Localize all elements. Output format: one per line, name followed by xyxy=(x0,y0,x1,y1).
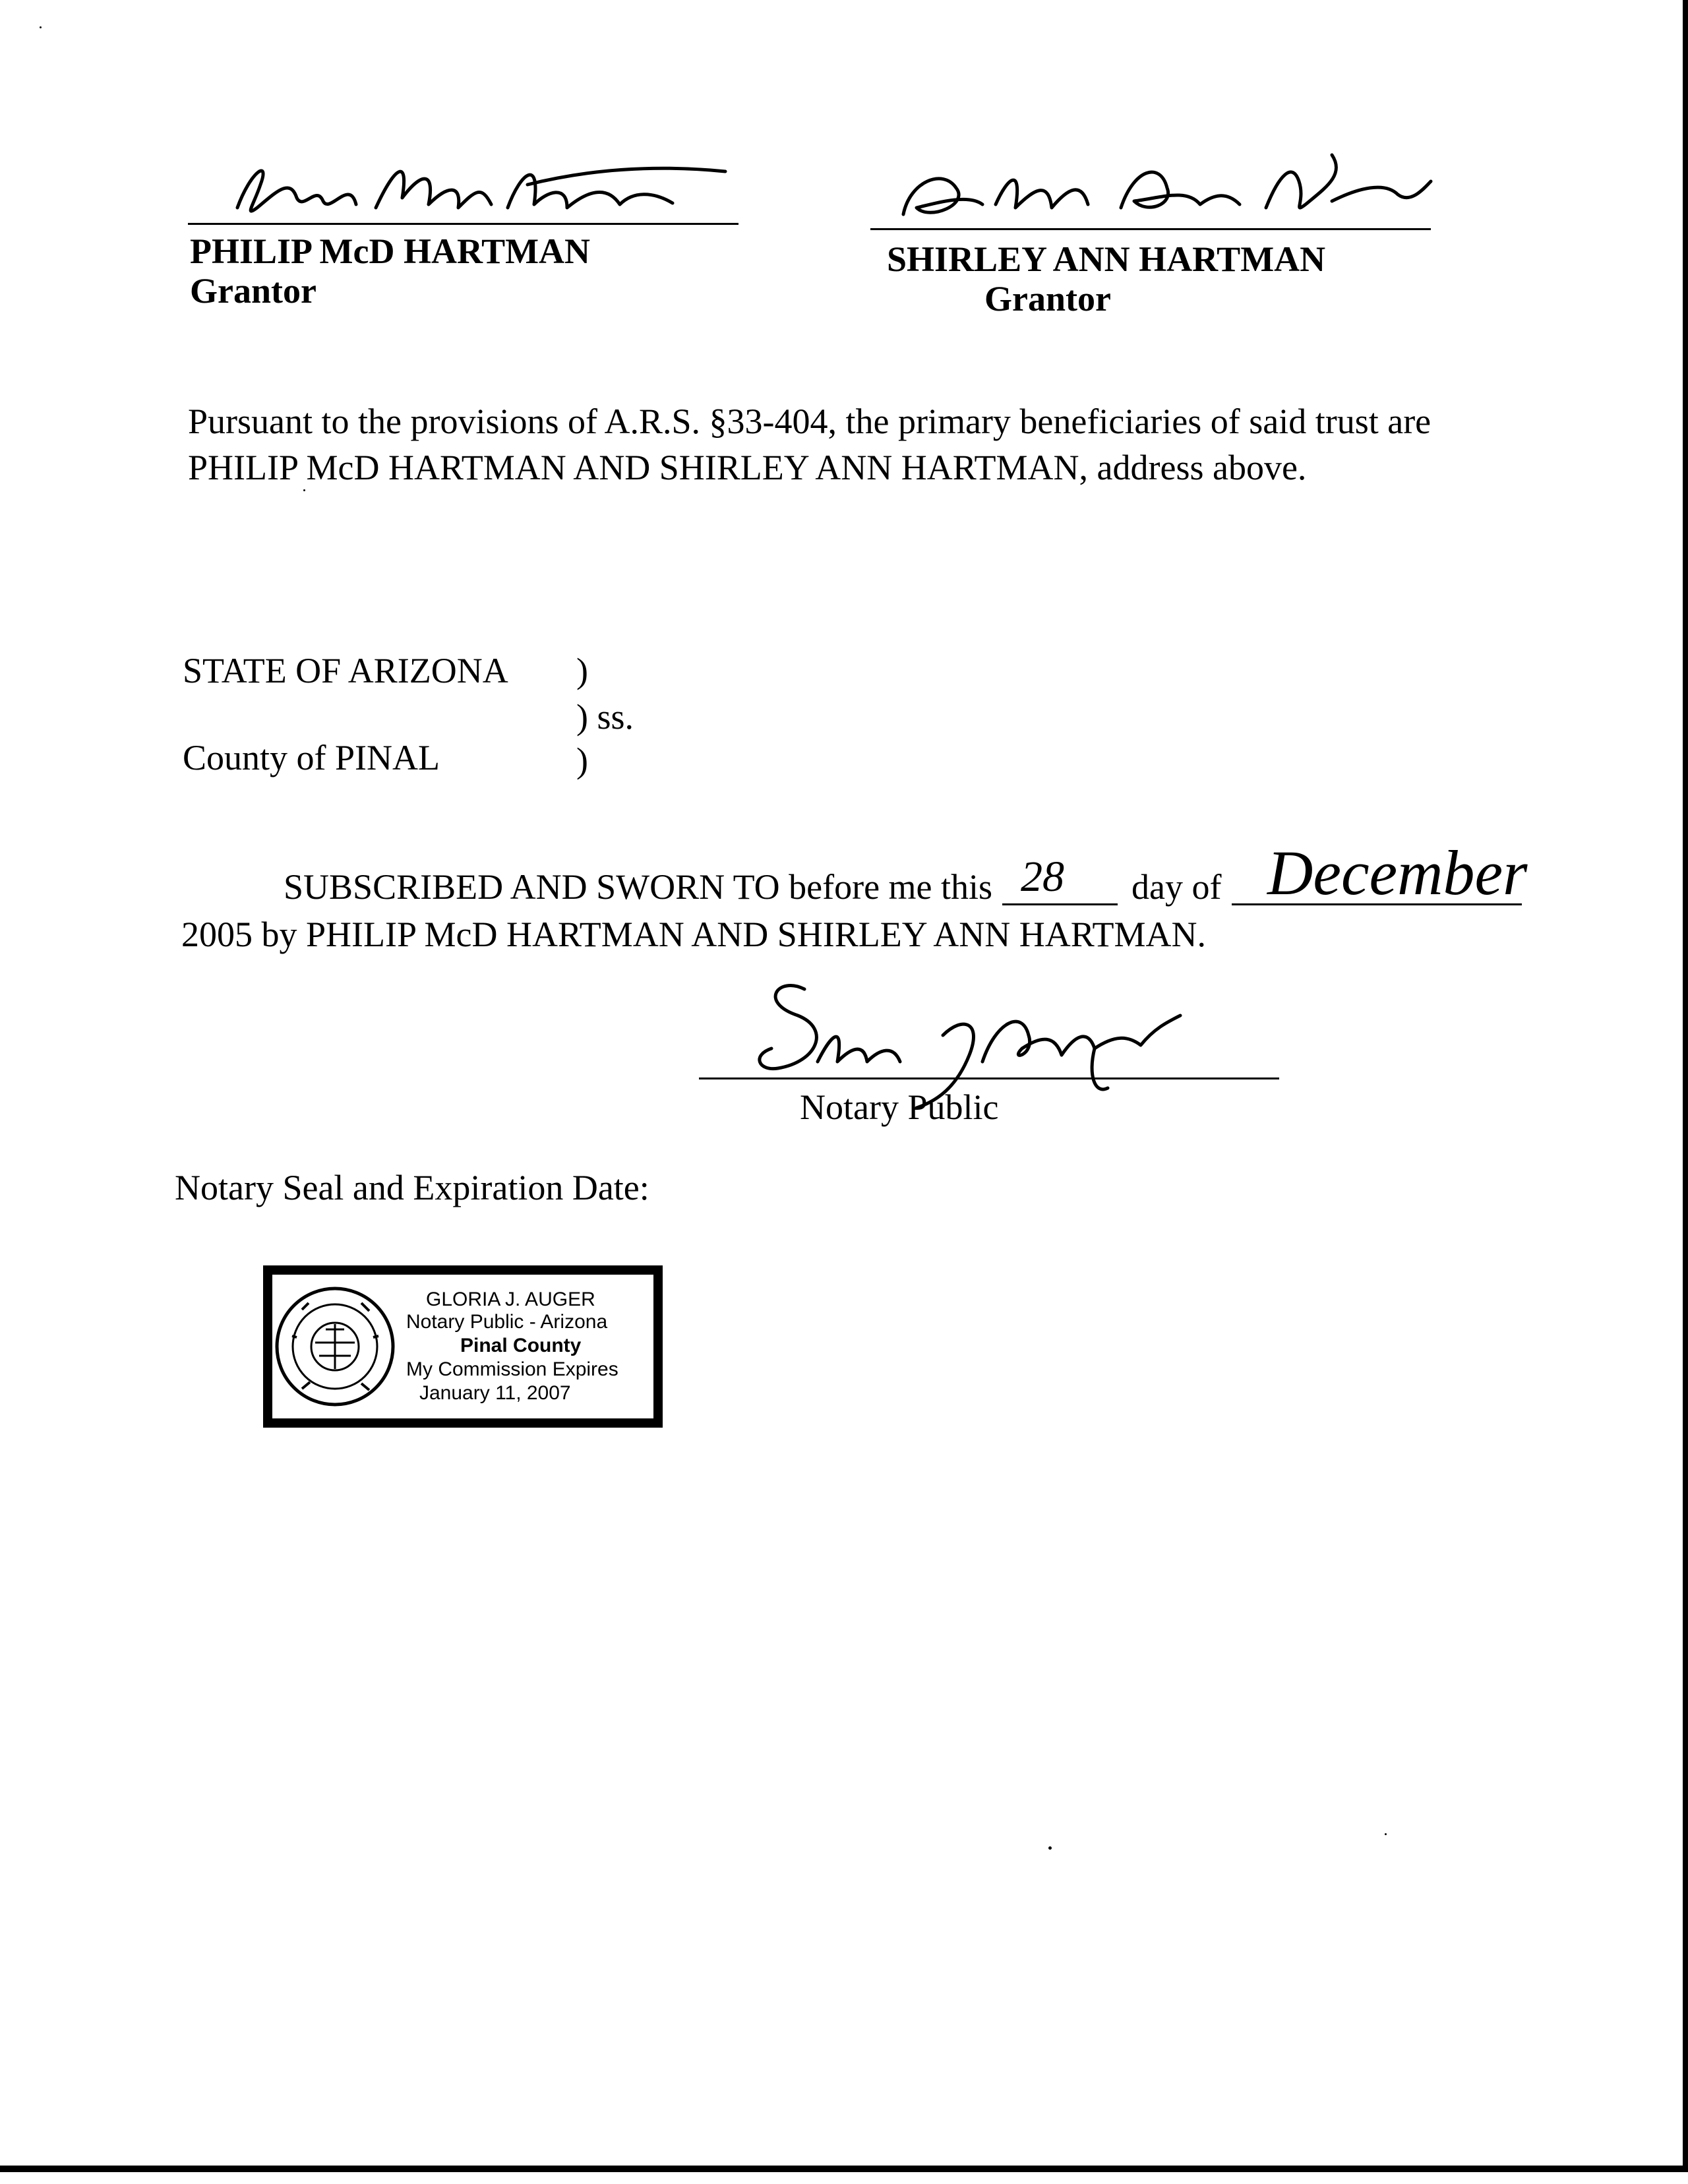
jurat-line-2: 2005 by PHILIP McD HARTMAN AND SHIRLEY ANN HARTMAN. xyxy=(181,915,1207,954)
scan-speck xyxy=(40,26,42,28)
grantor-2-name: SHIRLEY ANN HARTMAN xyxy=(887,239,1326,279)
grantor-1-role: Grantor xyxy=(190,271,316,311)
venue-county: County of PINAL xyxy=(183,738,440,777)
venue-ss: ) ss. xyxy=(576,697,634,737)
notary-seal-stamp xyxy=(262,1263,663,1430)
scan-speck xyxy=(1048,1846,1052,1850)
grantor-1-name: PHILIP McD HARTMAN xyxy=(190,231,591,271)
grantor-2-signature xyxy=(870,142,1437,228)
seal-line-2: Notary Public - Arizona xyxy=(406,1311,608,1333)
notary-label: Notary Public xyxy=(800,1087,999,1127)
beneficiary-paragraph-line-1: Pursuant to the provisions of A.R.S. §33-404, the primary beneficiaries of said trust are xyxy=(188,402,1432,441)
jurat-prefix: SUBSCRIBED AND SWORN TO before me this xyxy=(284,867,993,907)
page-bottom-border xyxy=(0,2166,1688,2172)
scan-speck xyxy=(303,489,305,491)
page-right-border xyxy=(1683,0,1688,2169)
scan-speck xyxy=(1385,1833,1387,1835)
seal-line-4: My Commission Expires xyxy=(406,1358,618,1380)
notary-seal-heading: Notary Seal and Expiration Date: xyxy=(175,1168,649,1207)
venue-paren-3: ) xyxy=(576,741,588,780)
grantor-2-signature-line xyxy=(870,228,1431,230)
jurat-day-line xyxy=(1002,903,1118,905)
venue-paren-1: ) xyxy=(576,651,588,690)
seal-line-3: Pinal County xyxy=(460,1335,582,1356)
grantor-1-signature xyxy=(198,145,752,224)
jurat-day-of: day of xyxy=(1131,867,1222,907)
jurat-month-line xyxy=(1232,903,1522,905)
jurat-month: December xyxy=(1267,837,1528,908)
seal-line-5: January 11, 2007 xyxy=(419,1382,571,1404)
grantor-2-role: Grantor xyxy=(984,279,1111,318)
venue-state: STATE OF ARIZONA xyxy=(183,651,508,690)
beneficiary-paragraph-line-2: PHILIP McD HARTMAN AND SHIRLEY ANN HARTMAN, address above. xyxy=(188,448,1307,487)
jurat-day: 28 xyxy=(1021,853,1064,901)
notary-signature-line xyxy=(699,1077,1279,1079)
grantor-1-signature-line xyxy=(188,223,738,225)
seal-line-1: GLORIA J. AUGER xyxy=(426,1289,595,1310)
